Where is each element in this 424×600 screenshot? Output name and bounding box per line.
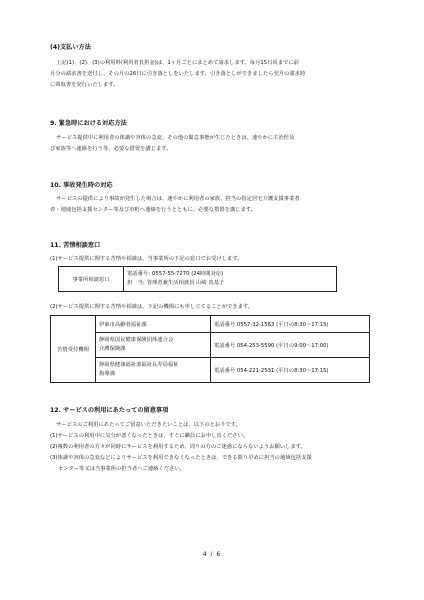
notes-item: センター等又は当事業所の担当者へご連絡ください。: [58, 466, 185, 472]
office-contact-details: [124, 267, 337, 292]
office-staff-name: 管理者兼生活相談員 山崎 真基子: [146, 280, 225, 286]
paragraph-line: サービスの提供により事故が発生した場合は、速やかに利用者の家族、担当の指定居宅介護支援事業者: [56, 196, 300, 202]
agency-name-line: 介護保険課: [99, 346, 126, 352]
agency-tel-label: 電話番号: [214, 343, 236, 349]
agency-contact: [211, 358, 370, 383]
agency-name: 伊東市高齢者福祉課: [96, 316, 211, 333]
section-complaints-title: 11. 苦情相談窓口: [50, 242, 101, 249]
agency-hours: (平日の8:30〜17:15): [276, 322, 329, 328]
paragraph-line: サービス提供中に利用者の体調や容体の急変、その他の緊急事態が生じたときは、速やかに主治医及: [56, 135, 295, 141]
agency-contact: [211, 333, 370, 358]
agency-row: [51, 316, 370, 333]
section-accident-body: [50, 194, 380, 216]
office-contact-table: [58, 266, 337, 292]
paragraph-line: に領収書を発行いたします。: [50, 82, 119, 88]
agency-name: [96, 333, 211, 358]
agency-tel-label: 電話番号: [214, 368, 236, 374]
agency-row: [51, 333, 370, 358]
section-notes-body: [50, 420, 380, 475]
agency-tel-label: 電話番号: [214, 322, 236, 328]
agency-name: [96, 358, 211, 383]
agency-name-line: 指導課: [99, 371, 115, 377]
office-staff-row: [127, 279, 333, 288]
section-payment-body: [50, 58, 380, 91]
agency-name-line: 静岡県国民健康保険団体連合会: [99, 337, 174, 343]
notes-item: (1)サービスの利用中に気分が悪くなったときは、すぐに職員にお申し出ください。: [50, 433, 249, 439]
agency-contact: [211, 316, 370, 333]
agency-name-line: 静岡県健康福祉部福祉長寿局福祉: [99, 362, 179, 368]
section-emergency-body: [50, 133, 380, 155]
office-staff-label: 担 当:: [127, 280, 145, 286]
paragraph-line: サービスのご利用にあたってご留意いただきたいことは、以下のとおりです。: [56, 422, 241, 428]
paragraph-line: 者・地域包括支援センター等及び市町へ連絡を行うとともに、必要な措置を講じます。: [50, 207, 256, 213]
section-payment-title: (4)支払い方法: [50, 44, 91, 51]
agency-tel: 054-253-5590: [236, 343, 275, 349]
page-number: 4 / 6: [202, 551, 222, 558]
agency-table: [50, 315, 370, 383]
office-contact-label: 事業所相談窓口: [59, 267, 124, 292]
office-tel-number: 0557-55-7270 (24時間対応): [151, 271, 224, 277]
agency-tel: 0557-32-1563: [236, 322, 275, 328]
paragraph-line: 月分の請求書を送付し、その月の26日に引き落としをいたします。引き落としができましたら翌月の請求時: [50, 71, 306, 77]
section-notes-title: 12. サービスの利用にあたっての留意事項: [50, 407, 169, 414]
complaints-intro-2: (2)サービス提供に関する苦情や相談は、下記の機関にも申し立てることができます。: [50, 304, 254, 310]
agency-table-label: 苦情受付機関: [51, 316, 96, 383]
section-emergency-title: 9. 緊急時における対応方法: [50, 120, 127, 127]
paragraph-line: 上記(1)、(2)、(3)の利用料(利用者負担金)は、1ヶ月ごとにまとめて請求します。毎月15日頃までに前: [56, 60, 299, 66]
notes-item: (2)複数の利用者の方々が同時にサービスを利用するため、周りの方のご迷惑にならないようお願いします。: [50, 444, 306, 450]
office-tel-row: [127, 270, 333, 279]
paragraph-line: び家族等へ連絡を行う等、必要な措置を講じます。: [50, 146, 172, 152]
office-tel-label: 電話番号:: [127, 271, 150, 277]
agency-hours: (平日の9:00〜17:00): [276, 343, 329, 349]
agency-hours: (平日の8:30〜17:15): [276, 368, 329, 374]
agency-tel: 054-221-2531: [236, 368, 275, 374]
agency-row: [51, 358, 370, 383]
notes-item: (3)体調や容体の急変などによりサービスを利用できなくなったときは、できる限り早めに担当の地域包括支援: [50, 455, 312, 461]
complaints-intro-1: (1)サービス提供に関する苦情や相談は、当事業所の下記の窓口でお受けします。: [50, 256, 243, 262]
section-accident-title: 10. 事故発生時の対応: [50, 182, 113, 189]
